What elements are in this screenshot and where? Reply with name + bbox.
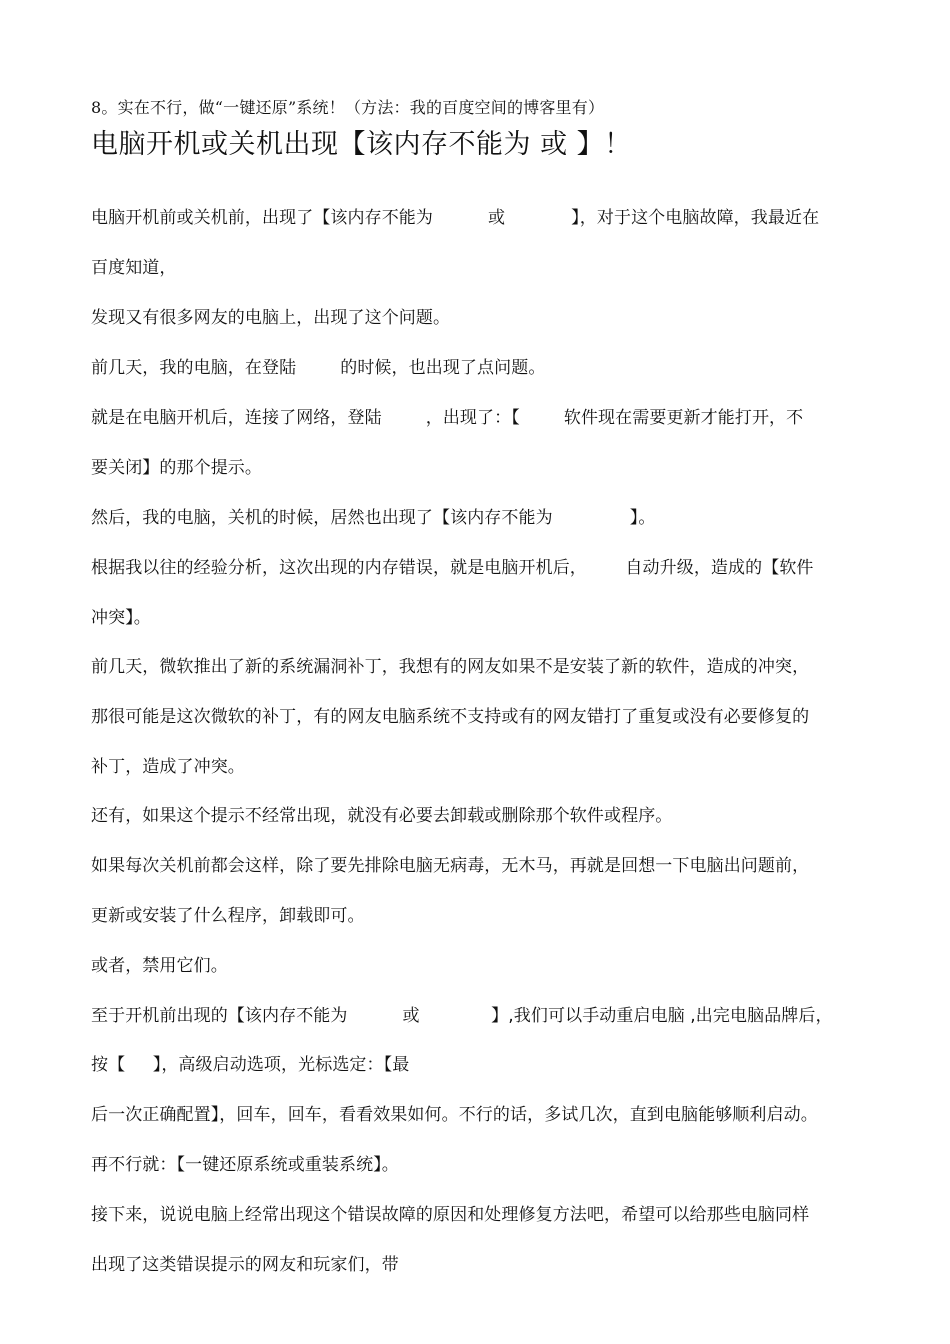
paragraph-line: 接下来，说说电脑上经常出现这个错误故障的原因和处理修复方法吧，希望可以给那些电脑同样 [91, 1205, 810, 1225]
paragraph-line: 前几天，微软推出了新的系统漏洞补丁，我想有的网友如果不是安装了新的软件，造成的冲突， [91, 657, 810, 677]
paragraph-line: 更新或安装了什么程序，卸载即可。 [91, 906, 365, 926]
paragraph-line: 发现又有很多网友的电脑上，出现了这个问题。 [91, 308, 451, 328]
intro-line: 8。实在不行，做“一键还原”系统！（方法：我的百度空间的博客里有） [91, 98, 605, 117]
paragraph-line: 就是在电脑开机后，连接了网络，登陆 ，出现了：【 软件现在需要更新才能打开，不 [91, 408, 804, 428]
paragraph-line: 或者，禁用它们。 [91, 956, 228, 976]
article-title: 电脑开机或关机出现【该内存不能为 或 】！ [91, 129, 632, 160]
paragraph-line: 补丁，造成了冲突。 [91, 757, 245, 777]
paragraph-line: 百度知道， [91, 258, 177, 278]
paragraph-line: 然后，我的电脑，关机的时候，居然也出现了【该内存不能为 】。 [91, 508, 656, 528]
paragraph-line: 出现了这类错误提示的网友和玩家们，带 [91, 1255, 399, 1275]
paragraph-line: 如果每次关机前都会这样，除了要先排除电脑无病毒，无木马，再就是回想一下电脑出问题前， [91, 856, 810, 876]
paragraph-line: 按【 】，高级启动选项，光标选定：【最 [91, 1055, 410, 1075]
paragraph-line: 至于开机前出现的【该内存不能为 或 】,我们可以手动重启电脑 ,出完电脑品牌后， [91, 1006, 833, 1026]
paragraph-line: 冲突】。 [91, 608, 151, 628]
paragraph-line: 再不行就：【一键还原系统或重装系统】。 [91, 1155, 399, 1175]
paragraph-line: 那很可能是这次微软的补丁，有的网友电脑系统不支持或有的网友错打了重复或没有必要修复的 [91, 707, 810, 727]
paragraph-line: 电脑开机前或关机前，出现了【该内存不能为 或 】，对于这个电脑故障，我最近在 [91, 208, 820, 228]
paragraph-line: 要关闭】的那个提示。 [91, 458, 262, 478]
paragraph-line: 还有，如果这个提示不经常出现，就没有必要去卸载或删除那个软件或程序。 [91, 806, 673, 826]
paragraph-line: 根据我以往的经验分析，这次出现的内存错误，就是电脑开机后， 自动升级，造成的【软件 [91, 558, 814, 578]
paragraph-line: 后一次正确配置】，回车，回车，看看效果如何。不行的话，多试几次，直到电脑能够顺利启动。 [91, 1105, 818, 1125]
paragraph-line: 前几天，我的电脑，在登陆 的时候，也出现了点问题。 [91, 358, 546, 378]
